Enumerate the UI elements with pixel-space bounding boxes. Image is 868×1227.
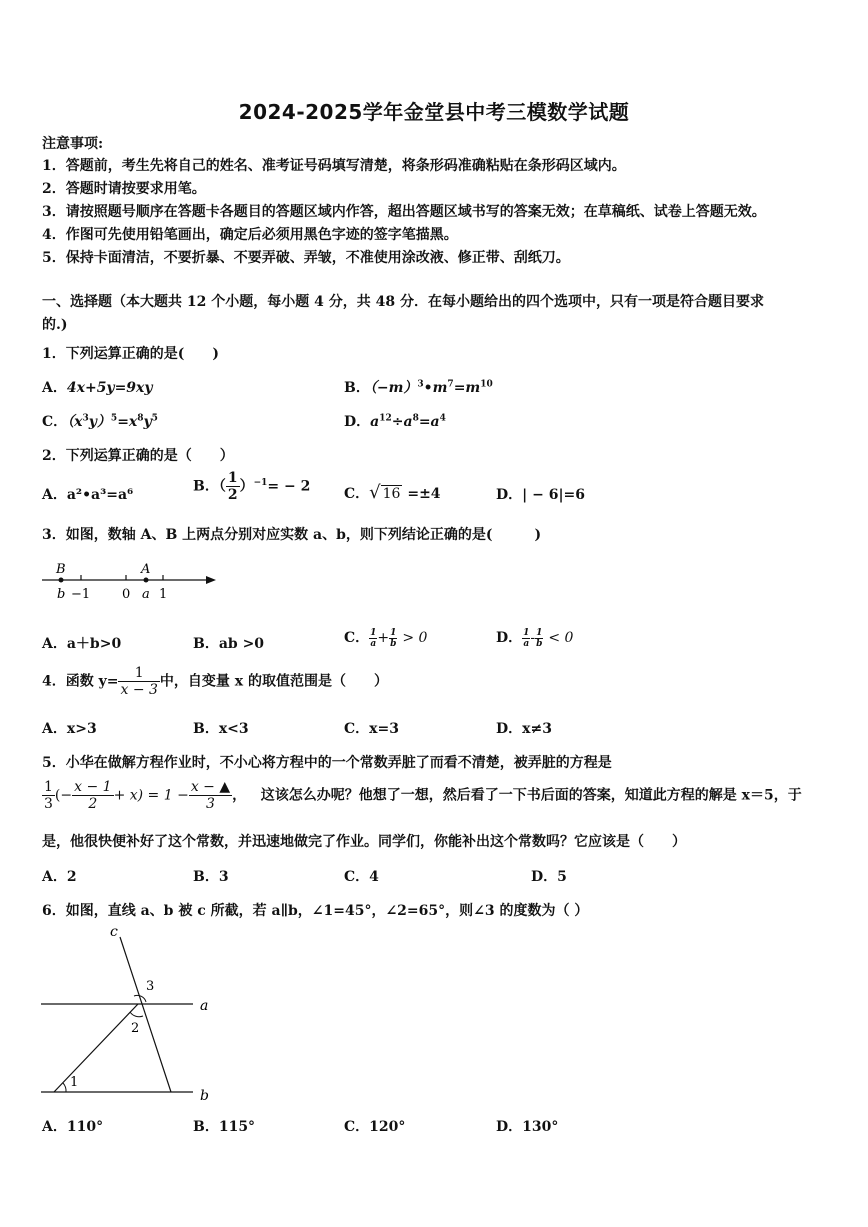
q5-option-d: D．5 <box>531 869 567 885</box>
q3-option-b: B．ab >0 <box>193 636 265 652</box>
q3-stem: 3．如图，数轴 A、B 上两点分别对应实数 a、b，则下列结论正确的是( ) <box>42 527 542 543</box>
q2-option-b: B．（ $\frac{1}{2}$ ）$^{-1}$= − 2 <box>193 470 311 503</box>
label-a: a <box>200 998 209 1014</box>
section-heading-line2: 的.) <box>42 317 68 333</box>
q2-stem: 2．下列运算正确的是（ ） <box>42 448 234 464</box>
q1-option-a: A．4x+5y=9xy <box>42 380 153 396</box>
angle-1-arc <box>63 1083 66 1092</box>
q4-option-b: B．x<3 <box>193 721 249 737</box>
q2-option-c: C．√ 16 =±4 <box>344 482 441 503</box>
q5-stem: 5．小华在做解方程作业时，不小心将方程中的一个常数弄脏了而看不清楚，被弄脏的方程是 <box>42 755 612 771</box>
notice-item-3: 3．请按照题号顺序在答题卡各题目的答题区域内作答，超出答题区域书写的答案无效；在草稿纸、试卷上答题无效。 <box>42 204 766 220</box>
q6-option-d: D．130° <box>496 1119 559 1135</box>
label-B: B <box>56 562 66 577</box>
angle-1-label: 1 <box>70 1075 79 1090</box>
angle-3-label: 3 <box>146 979 155 994</box>
label-c: c <box>110 924 118 940</box>
q2-option-d: D．| − 6|=6 <box>496 487 586 503</box>
label-b: b <box>200 1088 209 1104</box>
label-zero: 0 <box>122 587 131 602</box>
parallel-lines-figure <box>38 922 228 1108</box>
q6-option-c: C．120° <box>344 1119 406 1135</box>
section-heading-line1: 一、选择题（本大题共 12 个小题，每小题 4 分，共 48 分．在每小题给出的四个选项中，只有一项是符合题目要求 <box>42 294 764 310</box>
label-one: 1 <box>159 587 168 602</box>
q4-option-d: D．x≠3 <box>496 721 552 737</box>
label-b: b <box>57 587 66 602</box>
label-A: A <box>141 562 151 577</box>
transversal-segment <box>54 1004 138 1092</box>
q4-stem: 4．函数 y= $\frac{1}{x - 3}$ 中，自变量 x 的取值范围是（ ） <box>42 665 389 698</box>
q6-option-b: B．115° <box>193 1119 256 1135</box>
q5-stem-cont1: 这该怎么办呢？他想了一想，然后看了一下书后面的答案，知道此方程的解是 x＝5，于 <box>260 787 802 804</box>
q5-stem-cont2: 是，他很快便补好了这个常数，并迅速地做完了作业。同学们，你能补出这个常数吗？它应该是（ ） <box>42 834 686 850</box>
point-a <box>144 578 149 583</box>
q1-option-c: C．$(x^3y)^5=x^8y^5$ <box>42 413 158 430</box>
q4-option-c: C．x=3 <box>344 721 399 737</box>
q3-option-c: C． $\frac{1}{a}$ + $\frac{1}{b}$ > 0 <box>344 627 428 649</box>
number-line-figure <box>38 560 228 606</box>
notice-heading: 注意事项: <box>42 136 104 152</box>
angle-2-arc <box>130 1012 143 1017</box>
point-b <box>59 578 64 583</box>
q6-stem: 6．如图，直线 a、b 被 c 所截，若 a∥b，∠1=45°，∠2=65°，则∠3 的度数为（ ） <box>42 903 589 919</box>
q1-option-d: D．$a^{12}\div a^8=a^4$ <box>344 413 446 430</box>
q6-option-a: A．110° <box>42 1119 104 1135</box>
q2-option-a: A．a²•a³=a⁶ <box>42 487 134 503</box>
q1-option-b: B．$(-m)^3•m^7=m^{10}$ <box>344 379 493 396</box>
notice-item-4: 4．作图可先使用铅笔画出，确定后必须用黑色字迹的签字笔描黑。 <box>42 227 458 243</box>
q5-option-c: C．4 <box>344 869 379 885</box>
label-a: a <box>142 587 150 602</box>
q3-option-d: D． $\frac{1}{a}$ - $\frac{1}{b}$ < 0 <box>496 627 574 649</box>
q5-option-b: B．3 <box>193 869 229 885</box>
notice-item-5: 5．保持卡面清洁，不要折暴、不要弄破、弄皱，不准使用涂改液、修正带、刮纸刀。 <box>42 250 570 266</box>
notice-item-2: 2．答题时请按要求用笔。 <box>42 181 206 197</box>
angle-2-label: 2 <box>131 1021 140 1036</box>
q4-option-a: A．x>3 <box>42 721 97 737</box>
page-title: 2024-2025学年金堂县中考三模数学试题 <box>238 100 630 124</box>
axis-arrow-icon <box>206 576 216 584</box>
q3-option-a: A．a＋b>0 <box>42 636 122 652</box>
q1-stem: 1．下列运算正确的是( ) <box>42 346 219 362</box>
label-neg1: −1 <box>71 587 91 602</box>
notice-item-1: 1．答题前，考生先将自己的姓名、准考证号码填写清楚，将条形码准确粘贴在条形码区域内。 <box>42 158 626 174</box>
q5-option-a: A．2 <box>42 869 77 885</box>
q5-equation: $\frac{1}{3}$ (− $\frac{x - 1}{2}$ + x) = 1 − $\frac{x - ▲}{3}$ ， 这该怎么办呢？他想了一想，然后看了一下书后面的答案，知道此方程的解是 x＝5，于 <box>44 779 802 812</box>
